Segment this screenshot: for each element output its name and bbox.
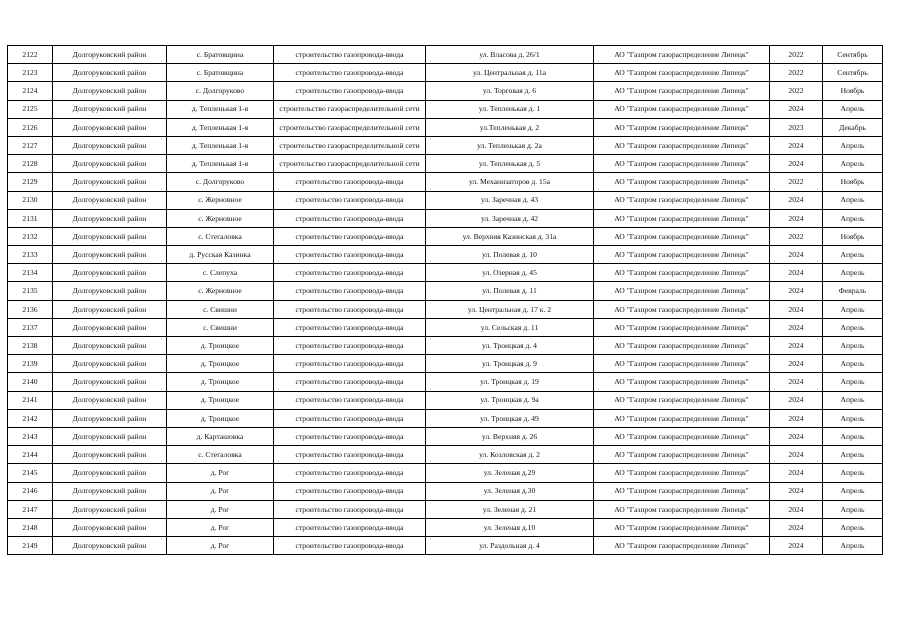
address-cell: ул. Зеленая д. 21 [426, 500, 594, 518]
year-cell: 2022 [770, 46, 823, 64]
month-cell: Декабрь [823, 118, 883, 136]
organization-cell: АО "Газпром газораспределение Липецк" [594, 537, 770, 555]
table-row [8, 446, 883, 464]
settlement-cell: д. Троицкое [167, 409, 274, 427]
address-cell: ул. Центральная д. 11а [426, 64, 594, 82]
row-number: 2129 [8, 173, 53, 191]
district-cell: Долгоруковский район [53, 337, 167, 355]
address-cell: ул. Зеленая д.10 [426, 518, 594, 536]
month-cell: Апрель [823, 191, 883, 209]
address-cell: ул. Верхняя Казинская д. 31а [426, 227, 594, 245]
year-cell: 2023 [770, 118, 823, 136]
district-cell: Долгоруковский район [53, 391, 167, 409]
row-number: 2146 [8, 482, 53, 500]
organization-cell: АО "Газпром газораспределение Липецк" [594, 246, 770, 264]
work-type-cell: строительство газопровода-ввода [274, 518, 426, 536]
month-cell: Апрель [823, 100, 883, 118]
district-cell: Долгоруковский район [53, 191, 167, 209]
address-cell: ул. Троицкая д. 9а [426, 391, 594, 409]
month-cell: Апрель [823, 246, 883, 264]
address-cell: ул. Зеленая д.30 [426, 482, 594, 500]
settlement-cell: д. Тепленькая 1-я [167, 118, 274, 136]
address-cell: ул. Центральная д. 17 к. 2 [426, 300, 594, 318]
row-number: 2131 [8, 209, 53, 227]
work-type-cell: строительство газопровода-ввода [274, 82, 426, 100]
table-row [8, 373, 883, 391]
month-cell: Сентябрь [823, 46, 883, 64]
table-row [8, 337, 883, 355]
year-cell: 2024 [770, 500, 823, 518]
row-number: 2130 [8, 191, 53, 209]
row-number: 2148 [8, 518, 53, 536]
work-type-cell: строительство газопровода-ввода [274, 46, 426, 64]
district-cell: Долгоруковский район [53, 173, 167, 191]
organization-cell: АО "Газпром газораспределение Липецк" [594, 355, 770, 373]
district-cell: Долгоруковский район [53, 500, 167, 518]
gasification-table [7, 45, 883, 555]
year-cell: 2024 [770, 100, 823, 118]
work-type-cell: строительство газопровода-ввода [274, 500, 426, 518]
district-cell: Долгоруковский район [53, 518, 167, 536]
table-row [8, 64, 883, 82]
year-cell: 2024 [770, 409, 823, 427]
row-number: 2142 [8, 409, 53, 427]
address-cell: ул. Верхняя д. 26 [426, 427, 594, 445]
row-number: 2127 [8, 136, 53, 154]
work-type-cell: строительство газопровода-ввода [274, 227, 426, 245]
address-cell: ул. Троицкая д. 19 [426, 373, 594, 391]
address-cell: ул. Полевая д. 11 [426, 282, 594, 300]
table-row [8, 82, 883, 100]
organization-cell: АО "Газпром газораспределение Липецк" [594, 373, 770, 391]
settlement-cell: д. Рог [167, 537, 274, 555]
district-cell: Долгоруковский район [53, 318, 167, 336]
district-cell: Долгоруковский район [53, 427, 167, 445]
month-cell: Апрель [823, 482, 883, 500]
work-type-cell: строительство газораспределительной сети [274, 100, 426, 118]
table-row [8, 318, 883, 336]
settlement-cell: с. Жерновное [167, 282, 274, 300]
table-row [8, 136, 883, 154]
address-cell: ул. Раздольная д. 4 [426, 537, 594, 555]
organization-cell: АО "Газпром газораспределение Липецк" [594, 518, 770, 536]
month-cell: Апрель [823, 209, 883, 227]
row-number: 2139 [8, 355, 53, 373]
address-cell: ул. Тепленькая д. 1 [426, 100, 594, 118]
address-cell: ул. Полевая д. 10 [426, 246, 594, 264]
district-cell: Долгоруковский район [53, 209, 167, 227]
settlement-cell: д. Тепленькая 1-я [167, 155, 274, 173]
year-cell: 2024 [770, 191, 823, 209]
settlement-cell: с. Стегаловка [167, 227, 274, 245]
settlement-cell: д. Троицкое [167, 391, 274, 409]
table-row [8, 209, 883, 227]
settlement-cell: с. Братовщина [167, 64, 274, 82]
district-cell: Долгоруковский район [53, 482, 167, 500]
year-cell: 2024 [770, 537, 823, 555]
table-row [8, 282, 883, 300]
month-cell: Апрель [823, 373, 883, 391]
address-cell: ул. Козловская д. 2 [426, 446, 594, 464]
address-cell: ул. Озерная д. 45 [426, 264, 594, 282]
district-cell: Долгоруковский район [53, 227, 167, 245]
row-number: 2128 [8, 155, 53, 173]
table-row [8, 500, 883, 518]
month-cell: Апрель [823, 155, 883, 173]
year-cell: 2024 [770, 518, 823, 536]
work-type-cell: строительство газопровода-ввода [274, 464, 426, 482]
address-cell: ул. Заречная д. 42 [426, 209, 594, 227]
settlement-cell: д. Рог [167, 464, 274, 482]
settlement-cell: с. Жерновное [167, 209, 274, 227]
district-cell: Долгоруковский район [53, 82, 167, 100]
table-row [8, 464, 883, 482]
district-cell: Долгоруковский район [53, 409, 167, 427]
row-number: 2137 [8, 318, 53, 336]
month-cell: Ноябрь [823, 82, 883, 100]
address-cell: ул. Заречная д. 43 [426, 191, 594, 209]
row-number: 2147 [8, 500, 53, 518]
work-type-cell: строительство газораспределительной сети [274, 136, 426, 154]
row-number: 2134 [8, 264, 53, 282]
month-cell: Апрель [823, 318, 883, 336]
address-cell: ул. Зеленая д.29 [426, 464, 594, 482]
month-cell: Апрель [823, 355, 883, 373]
district-cell: Долгоруковский район [53, 282, 167, 300]
work-type-cell: строительство газопровода-ввода [274, 355, 426, 373]
district-cell: Долгоруковский район [53, 155, 167, 173]
district-cell: Долгоруковский район [53, 118, 167, 136]
year-cell: 2024 [770, 446, 823, 464]
work-type-cell: строительство газораспределительной сети [274, 118, 426, 136]
organization-cell: АО "Газпром газораспределение Липецк" [594, 318, 770, 336]
table-row [8, 482, 883, 500]
row-number: 2133 [8, 246, 53, 264]
row-number: 2125 [8, 100, 53, 118]
year-cell: 2024 [770, 337, 823, 355]
year-cell: 2022 [770, 227, 823, 245]
work-type-cell: строительство газопровода-ввода [274, 446, 426, 464]
table-row [8, 173, 883, 191]
row-number: 2132 [8, 227, 53, 245]
month-cell: Апрель [823, 264, 883, 282]
address-cell: ул. Сельская д. 11 [426, 318, 594, 336]
year-cell: 2022 [770, 64, 823, 82]
settlement-cell: д. Троицкое [167, 373, 274, 391]
address-cell: ул. Торговая д. 6 [426, 82, 594, 100]
year-cell: 2024 [770, 391, 823, 409]
year-cell: 2024 [770, 482, 823, 500]
table-row [8, 300, 883, 318]
work-type-cell: строительство газопровода-ввода [274, 64, 426, 82]
work-type-cell: строительство газопровода-ввода [274, 318, 426, 336]
settlement-cell: с. Жерновное [167, 191, 274, 209]
work-type-cell: строительство газопровода-ввода [274, 482, 426, 500]
settlement-cell: д. Тепленькая 1-я [167, 100, 274, 118]
year-cell: 2024 [770, 155, 823, 173]
row-number: 2140 [8, 373, 53, 391]
work-type-cell: строительство газопровода-ввода [274, 264, 426, 282]
organization-cell: АО "Газпром газораспределение Липецк" [594, 82, 770, 100]
year-cell: 2024 [770, 464, 823, 482]
organization-cell: АО "Газпром газораспределение Липецк" [594, 136, 770, 154]
month-cell: Апрель [823, 337, 883, 355]
work-type-cell: строительство газопровода-ввода [274, 391, 426, 409]
settlement-cell: д. Троицкое [167, 337, 274, 355]
table-row [8, 155, 883, 173]
row-number: 2123 [8, 64, 53, 82]
month-cell: Апрель [823, 391, 883, 409]
work-type-cell: строительство газопровода-ввода [274, 282, 426, 300]
year-cell: 2024 [770, 209, 823, 227]
row-number: 2126 [8, 118, 53, 136]
month-cell: Ноябрь [823, 173, 883, 191]
year-cell: 2022 [770, 82, 823, 100]
district-cell: Долгоруковский район [53, 64, 167, 82]
row-number: 2136 [8, 300, 53, 318]
row-number: 2122 [8, 46, 53, 64]
table-row [8, 537, 883, 555]
work-type-cell: строительство газопровода-ввода [274, 427, 426, 445]
year-cell: 2024 [770, 136, 823, 154]
organization-cell: АО "Газпром газораспределение Липецк" [594, 300, 770, 318]
work-type-cell: строительство газопровода-ввода [274, 246, 426, 264]
table-row [8, 409, 883, 427]
district-cell: Долгоруковский район [53, 100, 167, 118]
organization-cell: АО "Газпром газораспределение Липецк" [594, 446, 770, 464]
organization-cell: АО "Газпром газораспределение Липецк" [594, 409, 770, 427]
row-number: 2138 [8, 337, 53, 355]
month-cell: Апрель [823, 409, 883, 427]
address-cell: ул. Власова д. 26/1 [426, 46, 594, 64]
month-cell: Апрель [823, 464, 883, 482]
organization-cell: АО "Газпром газораспределение Липецк" [594, 173, 770, 191]
table-row [8, 264, 883, 282]
settlement-cell: д. Рог [167, 518, 274, 536]
year-cell: 2024 [770, 300, 823, 318]
settlement-cell: с. Братовщина [167, 46, 274, 64]
work-type-cell: строительство газопровода-ввода [274, 409, 426, 427]
district-cell: Долгоруковский район [53, 246, 167, 264]
organization-cell: АО "Газпром газораспределение Липецк" [594, 464, 770, 482]
organization-cell: АО "Газпром газораспределение Липецк" [594, 482, 770, 500]
district-cell: Долгоруковский район [53, 300, 167, 318]
month-cell: Апрель [823, 427, 883, 445]
district-cell: Долгоруковский район [53, 46, 167, 64]
row-number: 2143 [8, 427, 53, 445]
year-cell: 2024 [770, 246, 823, 264]
address-cell: ул. Тепленькая д. 2а [426, 136, 594, 154]
settlement-cell: д. Русская Казинка [167, 246, 274, 264]
table-row [8, 227, 883, 245]
organization-cell: АО "Газпром газораспределение Липецк" [594, 337, 770, 355]
year-cell: 2024 [770, 373, 823, 391]
work-type-cell: строительство газопровода-ввода [274, 373, 426, 391]
organization-cell: АО "Газпром газораспределение Липецк" [594, 391, 770, 409]
settlement-cell: с. Слепуха [167, 264, 274, 282]
table-row [8, 191, 883, 209]
organization-cell: АО "Газпром газораспределение Липецк" [594, 227, 770, 245]
table-row [8, 391, 883, 409]
work-type-cell: строительство газопровода-ввода [274, 537, 426, 555]
district-cell: Долгоруковский район [53, 373, 167, 391]
organization-cell: АО "Газпром газораспределение Липецк" [594, 264, 770, 282]
organization-cell: АО "Газпром газораспределение Липецк" [594, 209, 770, 227]
address-cell: ул. Троицкая д. 4 [426, 337, 594, 355]
table-row [8, 355, 883, 373]
district-cell: Долгоруковский район [53, 355, 167, 373]
district-cell: Долгоруковский район [53, 136, 167, 154]
settlement-cell: с. Долгоруково [167, 173, 274, 191]
year-cell: 2024 [770, 282, 823, 300]
settlement-cell: д. Рог [167, 482, 274, 500]
work-type-cell: строительство газопровода-ввода [274, 209, 426, 227]
month-cell: Апрель [823, 537, 883, 555]
address-cell: ул. Механизаторов д. 15а [426, 173, 594, 191]
organization-cell: АО "Газпром газораспределение Липецк" [594, 427, 770, 445]
organization-cell: АО "Газпром газораспределение Липецк" [594, 282, 770, 300]
table-row [8, 518, 883, 536]
organization-cell: АО "Газпром газораспределение Липецк" [594, 64, 770, 82]
month-cell: Февраль [823, 282, 883, 300]
organization-cell: АО "Газпром газораспределение Липецк" [594, 118, 770, 136]
organization-cell: АО "Газпром газораспределение Липецк" [594, 191, 770, 209]
settlement-cell: с. Свишни [167, 318, 274, 336]
settlement-cell: с. Стегаловка [167, 446, 274, 464]
row-number: 2149 [8, 537, 53, 555]
work-type-cell: строительство газопровода-ввода [274, 191, 426, 209]
settlement-cell: д. Карташовка [167, 427, 274, 445]
address-cell: ул. Тепленькая д. 5 [426, 155, 594, 173]
settlement-cell: с. Долгоруково [167, 82, 274, 100]
address-cell: ул. Троицкая д. 49 [426, 409, 594, 427]
work-type-cell: строительство газопровода-ввода [274, 337, 426, 355]
table-body [8, 46, 883, 555]
address-cell: ул. Троицкая д. 9 [426, 355, 594, 373]
district-cell: Долгоруковский район [53, 464, 167, 482]
district-cell: Долгоруковский район [53, 446, 167, 464]
organization-cell: АО "Газпром газораспределение Липецк" [594, 500, 770, 518]
month-cell: Апрель [823, 500, 883, 518]
row-number: 2135 [8, 282, 53, 300]
year-cell: 2024 [770, 427, 823, 445]
month-cell: Апрель [823, 446, 883, 464]
table-row [8, 427, 883, 445]
row-number: 2145 [8, 464, 53, 482]
month-cell: Апрель [823, 136, 883, 154]
settlement-cell: д. Рог [167, 500, 274, 518]
year-cell: 2024 [770, 355, 823, 373]
organization-cell: АО "Газпром газораспределение Липецк" [594, 100, 770, 118]
year-cell: 2022 [770, 173, 823, 191]
work-type-cell: строительство газопровода-ввода [274, 173, 426, 191]
row-number: 2124 [8, 82, 53, 100]
organization-cell: АО "Газпром газораспределение Липецк" [594, 155, 770, 173]
settlement-cell: д. Тепленькая 1-я [167, 136, 274, 154]
month-cell: Ноябрь [823, 227, 883, 245]
table-row [8, 246, 883, 264]
year-cell: 2024 [770, 318, 823, 336]
district-cell: Долгоруковский район [53, 264, 167, 282]
row-number: 2144 [8, 446, 53, 464]
year-cell: 2024 [770, 264, 823, 282]
table-row [8, 100, 883, 118]
table-row [8, 46, 883, 64]
month-cell: Сентябрь [823, 64, 883, 82]
settlement-cell: с. Свишни [167, 300, 274, 318]
work-type-cell: строительство газопровода-ввода [274, 300, 426, 318]
address-cell: ул.Тепленькая д. 2 [426, 118, 594, 136]
month-cell: Апрель [823, 300, 883, 318]
table-row [8, 118, 883, 136]
row-number: 2141 [8, 391, 53, 409]
work-type-cell: строительство газораспределительной сети [274, 155, 426, 173]
district-cell: Долгоруковский район [53, 537, 167, 555]
month-cell: Апрель [823, 518, 883, 536]
document-sheet [7, 45, 883, 555]
organization-cell: АО "Газпром газораспределение Липецк" [594, 46, 770, 64]
settlement-cell: д. Троицкое [167, 355, 274, 373]
